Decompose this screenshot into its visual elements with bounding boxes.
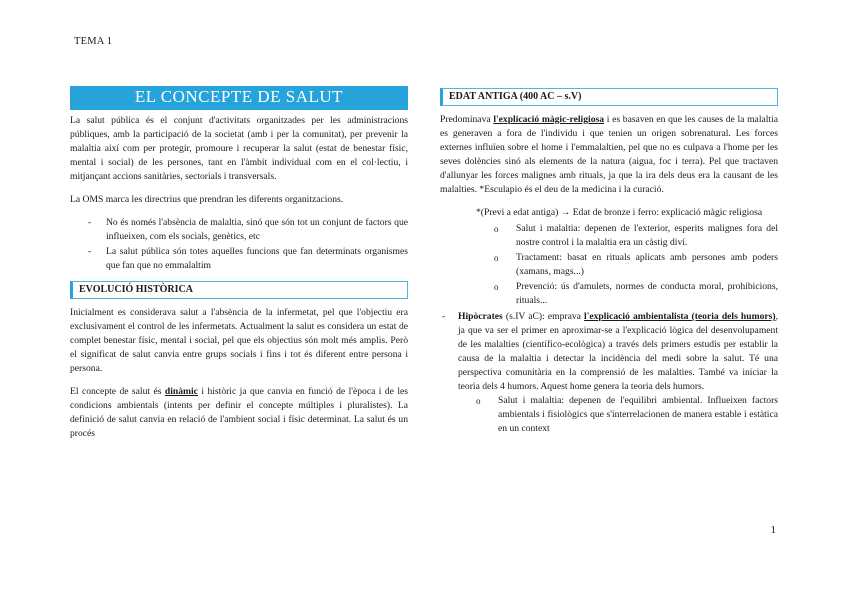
evolution-paragraph: Inicialment es considerava salut a l'absència de la infermetat, pel que l'objectiu era exclusivament el control de les infermetats. Actualment la salut es considera un estat de complet benestar físic, mental i social, pel que els objectius són molt més amplis. Però el significat de salut canvia entre grups socials i fins i tot és diferent entre persona i persona. xyxy=(70,307,408,374)
emphasis-ambientalista: l'explicació ambientalista (teoria dels humors) xyxy=(584,311,776,322)
hipocrates-name: Hipòcrates xyxy=(458,311,503,322)
list-item: o Salut i malaltia: depenen de l'equilibri ambiental. Influeixen factors ambientals i fisiològics que s'interrelacionen de manera estable i estàtica en un context xyxy=(498,394,778,436)
emphasis-dinamic: dinàmic xyxy=(164,386,198,397)
hipocrates-item xyxy=(440,310,778,394)
section-heading-edat-antiga: EDAT ANTIGA (400 AC – s.V) xyxy=(440,88,778,106)
text-run: Predominava xyxy=(440,114,494,125)
emphasis-magic-religious: l'explicació màgic-religiosa xyxy=(493,114,605,125)
bronze-iron-note: *(Previ a edat antiga) → Edat de bronze i ferro: explicació màgic religiosa xyxy=(476,207,763,218)
text-run: (s.IV aC): emprava xyxy=(502,311,585,322)
list-item: o Tractament: basat en rituals aplicats amb persones amb poders (xamans, mags...) xyxy=(516,251,778,279)
hipocrates-subitems xyxy=(440,394,778,436)
ancient-paragraph xyxy=(440,113,778,197)
right-column xyxy=(440,86,778,438)
main-title: EL CONCEPTE DE SALUT xyxy=(70,86,408,110)
dynamic-concept-paragraph xyxy=(70,385,408,441)
left-column xyxy=(70,86,408,450)
page-number: 1 xyxy=(770,524,776,536)
text-run: , ja que va ser el primer en aproximar-se a l'explicació lògica del desenvolupament de les malalties (científico-ecològica) a través dels primers estudis per establir la causa de la malaltia i detectar la incidència del medi sobre la salut. Té una perspectiva comunitària en la comprensió de les malalties. També va iniciar la teoria dels 4 humors. Aquest home genera la teoria dels humors. xyxy=(458,311,778,392)
bronze-iron-block xyxy=(440,206,778,308)
health-bullets xyxy=(70,216,408,273)
magic-religious-subitems xyxy=(476,222,778,308)
text-run: El concepte de salut és xyxy=(70,386,165,397)
page-header: TEMA 1 xyxy=(74,36,113,47)
text-run: i es basaven en que les causes de la malaltia es generaven a fora de l'individu i que tenien un origen sobrenatural. Les forces externes influïen sobre el home i l'emmalaltien, pel que no es culpava a l'home per les seves dolències sinó als elements de la natura (aigua, foc i terra). Pel que tractaven d'allunyar les forces malignes amb rituals, ja que la ira dels deus era la causant de les malalties. *Esculapio és el deu de la medicina i la curació. xyxy=(440,114,778,195)
section-heading-evolucio: EVOLUCIÓ HISTÒRICA xyxy=(70,281,408,299)
list-item: - No és només l'absència de malaltia, sinó que són tot un conjunt de factors que influeixen, com els socials, genètics, etc xyxy=(106,216,408,244)
list-item: - La salut pública són totes aquelles funcions que fan determinats organismes que fan que no emmalaltim xyxy=(106,245,408,273)
intro-paragraph: La salut pública és el conjunt d'activitats organitzades per les administracions públiques, amb la participació de la societat (amb i per la comunitat), per prevenir la malaltia així com per protegir, promoure i recuperar la salut (estat de benestar físic, mental i social) de les persones, tant en l'àmbit individual com en el col·lectiu, i mitjançant accions sanitàries, sectorials i transversals. xyxy=(70,115,408,182)
list-item: o Salut i malaltia: depenen de l'exterior, esperits malignes fora del nostre control i la malaltia era un càstig diví. xyxy=(516,222,778,250)
list-item: o Prevenció: ús d'amulets, normes de conducta moral, prohibicions, rituals... xyxy=(516,280,778,308)
text-run: i històric ja que canvia en funció de l'època i de les condicions ambientals (intents per definir el concepte múltiples i pluralistes). La definició de salut canvia en relació de l'ambient social i físic determinat. La salut és un procés xyxy=(70,386,408,439)
oms-paragraph: La OMS marca les directrius que prendran les diferents organitzacions. xyxy=(70,194,344,205)
